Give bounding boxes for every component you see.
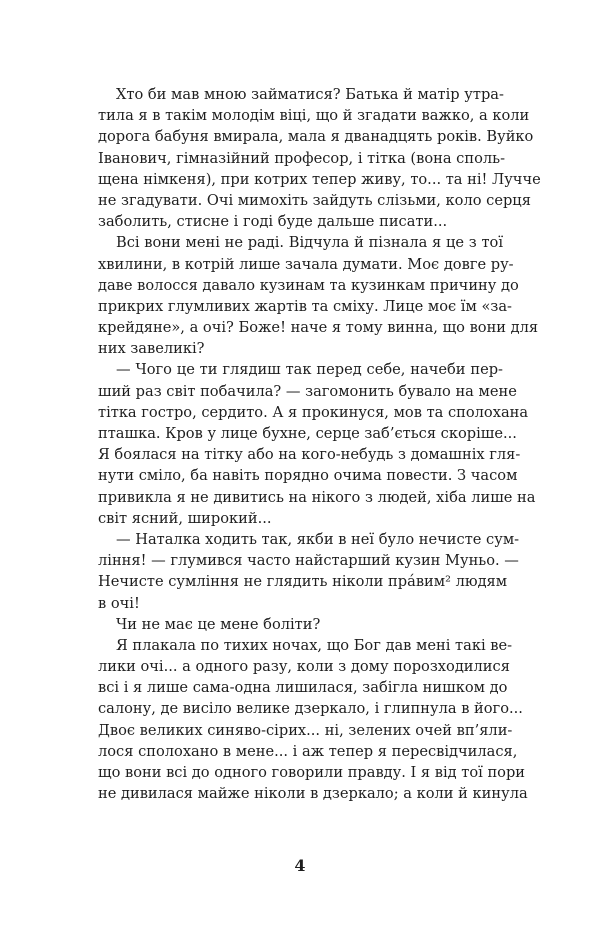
text-line: даве волосся давало кузинам та кузинкам причину до: [98, 276, 519, 294]
text-line: Я боялася на тітку або на кого-небудь з домашніх гля-: [98, 446, 521, 464]
text-line: пташка. Кров у лице бухне, серце заб’ється скоріше...: [98, 425, 517, 442]
text-line: Нечисте сумління не глядить ніколи прáвим² людям: [98, 573, 508, 591]
text-line: в очі!: [98, 594, 140, 612]
text-line: — Наталка ходить так, якби в неї було нечисте сум-: [116, 530, 520, 548]
text-line: світ ясний, широкий...: [98, 509, 272, 527]
text-line: тила я в такім молодім віці, що й згадати важко, а коли: [98, 107, 530, 125]
text-line: щена німкеня), при котрих тепер живу, то... та ні! Лучче: [98, 170, 541, 188]
text-line: салону, де висіло велике дзеркало, і глипнула в його...: [98, 700, 523, 718]
text-line: — Чого це ти глядиш так перед себе, начеби пер-: [116, 361, 503, 379]
text-line: не згадувати. Очі мимохіть зайдуть слізьми, коло серця: [98, 191, 531, 209]
text-line: Я плакала по тихих ночах, що Бог дав мені такі ве-: [116, 636, 513, 654]
text-line: Хто би мав мною займатися? Батька й матір утра-: [116, 86, 504, 103]
text-line: ління! — глумився часто найстарший кузин Муньо. —: [98, 552, 519, 570]
body-text: [98, 84, 541, 804]
text-line: хвилини, в котрій лише зачала думати. Моє довге ру-: [98, 255, 514, 273]
text-line: них завеликі?: [98, 340, 205, 358]
text-line: ший раз світ побачила? — загомонить бувало на мене: [98, 382, 517, 400]
text-line: Двоє великих синяво-сірих... ні, зелених очей вп’яли-: [98, 721, 513, 739]
text-line: Чи не має це мене боліти?: [116, 615, 321, 633]
text-line: Всі вони мені не раді. Відчула й пізнала я це з тої: [116, 234, 503, 252]
text-line: Іванович, гімназійний професор, і тітка (вона споль-: [98, 149, 506, 167]
text-line: що вони всі до одного говорили правду. І я від тої пори: [98, 764, 526, 781]
text-line: лося сполохано в мене... і аж тепер я пересвідчилася,: [98, 742, 518, 760]
text-line: заболить, стисне і годі буде дальше писати...: [98, 213, 448, 231]
text-line: лики очі... а одного разу, коли з дому порозходилися: [98, 658, 510, 676]
text-line: не дивилася майже ніколи в дзеркало; а коли й кинула: [98, 785, 528, 803]
page-number: 4: [294, 856, 306, 875]
text-line: прикрих глумливих жартів та сміху. Лице моє їм «за-: [98, 297, 512, 315]
text-line: крейдяне», а очі? Боже! наче я тому винна, що вони для: [98, 319, 539, 337]
text-line: всі і я лише сама-одна лишилася, забігла нишком до: [98, 679, 508, 697]
text-line: тітка гостро, сердито. А я прокинуся, мов та сполохана: [98, 403, 529, 421]
text-line: нути сміло, ба навіть порядно очима повести. З часом: [98, 467, 518, 485]
text-line: привикла я не дивитись на нікого з людей, хіба лише на: [98, 488, 536, 506]
text-line: дорога бабуня вмирала, мала я дванадцять років. Вуйко: [98, 128, 534, 146]
